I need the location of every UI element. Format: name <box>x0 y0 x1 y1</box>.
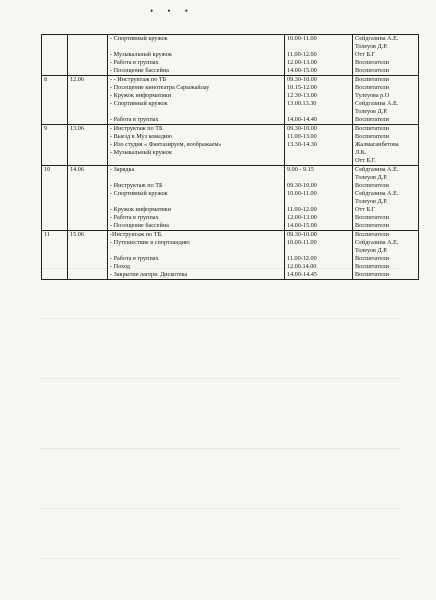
time-text: 11.00-13.00 <box>287 133 317 140</box>
schedule-row <box>42 166 419 231</box>
activity-text: - Поход <box>110 263 130 270</box>
activity-text: - Выезд в Муз комедию <box>110 133 172 140</box>
schedule-row <box>42 125 419 166</box>
responsible-text: Воспитатели <box>355 59 389 66</box>
responsible-text: Толеуов Д.Р. <box>355 174 388 181</box>
time-text <box>287 108 350 116</box>
activity-text: - Посещение кинотеатра Сарыжайлау <box>110 84 210 91</box>
activity-cell <box>108 166 285 231</box>
responsible-text: Воспитатели <box>355 182 389 189</box>
responsible-text: Толеуов Д.Р. <box>355 108 388 115</box>
responsible-text: Воспитатели <box>355 67 389 74</box>
responsible-text: Толеуов Д.Р. <box>355 247 388 254</box>
responsible-text: Жалмаганбетова <box>355 141 399 148</box>
activity-text: - - Инструктаж по ТБ <box>110 76 167 83</box>
responsible-text: Отт Б.Г <box>355 51 376 58</box>
schedule-row <box>42 231 419 280</box>
responsible-text: Воспитатели <box>355 255 389 262</box>
activity-text: - Кружок информатики <box>110 206 172 213</box>
time-text: 9.00 - 9.15 <box>287 166 314 173</box>
responsible-cell <box>353 166 419 231</box>
activity-text: - Инструктаж по ТБ <box>110 182 163 189</box>
time-cell <box>285 166 353 231</box>
schedule-row <box>42 76 419 125</box>
header-marks: • • • <box>150 6 194 16</box>
time-text: 09.30-10.00 <box>287 125 317 132</box>
responsible-cell <box>353 125 419 166</box>
activity-text: - Посещение бассейна <box>110 67 169 74</box>
date-cell: 15.06 <box>68 231 108 280</box>
activity-text: - Посещение бассейна <box>110 222 169 229</box>
time-text: 11.00-12.00 <box>287 255 317 262</box>
activity-text <box>110 43 282 51</box>
day-number-cell: 10 <box>42 166 68 231</box>
responsible-text: Воспитатели <box>355 214 389 221</box>
date-cell: 12.06 <box>68 76 108 125</box>
activity-cell <box>108 76 285 125</box>
responsible-cell <box>353 35 419 76</box>
time-text: 10.15-12.00 <box>287 84 317 91</box>
activity-text <box>110 198 282 206</box>
time-cell <box>285 125 353 166</box>
responsible-text: Воспитатели <box>355 125 389 132</box>
responsible-text: Отт Б.Г. <box>355 157 376 164</box>
responsible-text: Сейдгазина А.Е. <box>355 239 399 246</box>
activity-text <box>110 108 282 116</box>
activity-cell <box>108 35 285 76</box>
responsible-text: Отт Б.Г <box>355 206 376 213</box>
responsible-cell <box>353 231 419 280</box>
schedule-table <box>41 34 419 280</box>
activity-text: - Музыкальный кружок <box>110 51 172 58</box>
activity-text <box>110 247 282 255</box>
time-text: 10.00-11.00 <box>287 239 317 246</box>
responsible-text: Воспитатели <box>355 116 389 123</box>
time-text: 12.00-13.00 <box>287 59 317 66</box>
responsible-cell <box>353 76 419 125</box>
responsible-text: Тулеуова р.О <box>355 92 390 99</box>
time-text: 10.00-11.00 <box>287 190 317 197</box>
time-text: 10.00-11.00 <box>287 35 317 42</box>
time-text: 09.30-10.00 <box>287 231 317 238</box>
activity-text: - Спортивный кружок <box>110 100 168 107</box>
date-cell: 13.06 <box>68 125 108 166</box>
time-text: 12.00.14.00 <box>287 263 317 270</box>
time-text: 14.00-14.45 <box>287 271 317 278</box>
time-text: 11.00-12.00 <box>287 206 317 213</box>
time-text <box>287 157 350 165</box>
activity-cell <box>108 231 285 280</box>
activity-text: - Изо студия « Фантазируем, воображаем» <box>110 141 222 148</box>
activity-text: - Работа в группах <box>110 214 159 221</box>
activity-cell <box>108 125 285 166</box>
time-text: 14.00-15.00 <box>287 67 317 74</box>
time-cell <box>285 76 353 125</box>
responsible-text: Воспитатели <box>355 263 389 270</box>
activity-text: - Закрытие лагеря. Дискотека <box>110 271 188 278</box>
time-text: 13.30-14.30 <box>287 141 317 148</box>
responsible-text: Воспитатели <box>355 76 389 83</box>
responsible-text: Толеуов Д.Р. <box>355 198 388 205</box>
time-text: 12.30-13.00 <box>287 92 317 99</box>
activity-text: - Работа в группах <box>110 116 159 123</box>
responsible-text: Воспитатели <box>355 222 389 229</box>
time-text <box>287 174 350 182</box>
time-text: 09.30-10.00 <box>287 76 317 83</box>
time-cell <box>285 35 353 76</box>
responsible-text: Сейдгазина А.Е. <box>355 166 399 173</box>
time-text: 14.00-15.00 <box>287 222 317 229</box>
responsible-text: Л.К. <box>355 149 367 156</box>
time-text: 11.00-12.00 <box>287 51 317 58</box>
activity-text: -Инструктаж по ТБ. <box>110 231 163 238</box>
time-text: 14.00-14.40 <box>287 116 317 123</box>
time-text <box>287 149 350 157</box>
activity-text: - Спортивный кружок <box>110 35 168 42</box>
day-number-cell: 11 <box>42 231 68 280</box>
bleed-through-shadow <box>40 258 420 588</box>
responsible-text: Сейдгазина А.Е. <box>355 100 399 107</box>
activity-text: - Инструктаж по ТБ <box>110 125 163 132</box>
responsible-text: Сейдгазина А.Е. <box>355 35 399 42</box>
activity-text <box>110 174 282 182</box>
responsible-text: Воспитатели <box>355 84 389 91</box>
time-text: 09.30-10.00 <box>287 182 317 189</box>
date-cell <box>68 35 108 76</box>
activity-text: - Кружок информатики <box>110 92 172 99</box>
responsible-text: Воспитатели <box>355 133 389 140</box>
responsible-text: Воспитатели <box>355 271 389 278</box>
activity-text: - Спортивный кружок <box>110 190 168 197</box>
time-text: 13.00.13.30 <box>287 100 317 107</box>
activity-text: - Путешествие в спортландию <box>110 239 190 246</box>
responsible-text: Сейдгазина А.Е. <box>355 190 399 197</box>
activity-text: - Зарядка <box>110 166 135 173</box>
time-text <box>287 247 350 255</box>
time-cell <box>285 231 353 280</box>
activity-text <box>110 157 282 165</box>
activity-text: - Музыкальный кружок <box>110 149 172 156</box>
activity-text: - Работа в группах <box>110 255 159 262</box>
time-text: 12.00-13.00 <box>287 214 317 221</box>
date-cell: 14.06 <box>68 166 108 231</box>
day-number-cell: 9 <box>42 125 68 166</box>
time-text <box>287 43 350 51</box>
responsible-text: Толеуов Д.Р. <box>355 43 388 50</box>
responsible-text: Воспитатели <box>355 231 389 238</box>
schedule-row <box>42 35 419 76</box>
day-number-cell: 8 <box>42 76 68 125</box>
time-text <box>287 198 350 206</box>
activity-text: - Работа в группах <box>110 59 159 66</box>
day-number-cell <box>42 35 68 76</box>
